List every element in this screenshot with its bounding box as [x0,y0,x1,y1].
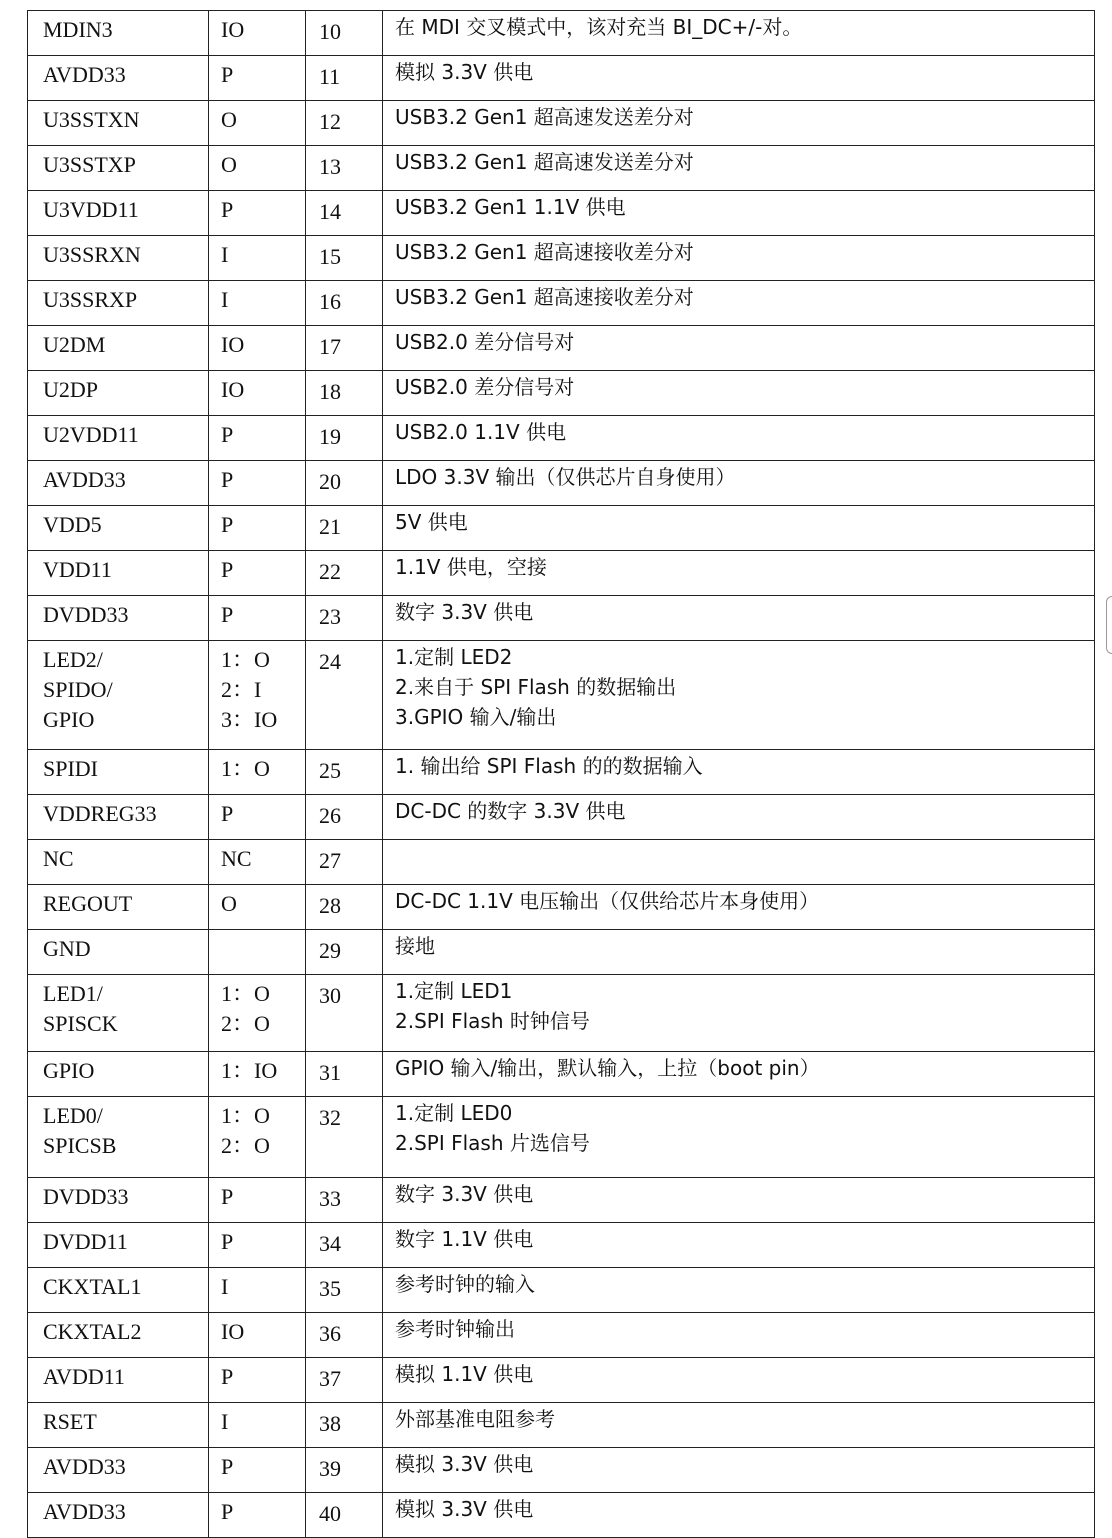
pin-type-cell [209,281,306,326]
pin-description-cell-line: USB3.2 Gen1 超高速发送差分对 [395,150,694,174]
pin-number-cell-value: 16 [319,289,341,314]
pin-number-cell-value: 25 [319,758,341,783]
pin-name-cell-line: AVDD33 [43,62,126,87]
pin-number-cell-value: 31 [319,1060,341,1085]
pin-description-cell [383,146,1095,191]
pin-number-cell [306,11,383,56]
pin-type-cell-line: 1：IO [221,1058,278,1083]
pin-description-cell-line: 接地 [395,934,435,958]
pin-name-cell-line: U2VDD11 [43,422,139,447]
pin-type-cell-line: P [221,1364,234,1389]
pin-description-cell [383,56,1095,101]
pin-description-cell-line: 1.定制 LED2 [395,645,513,669]
pin-name-cell-line: DVDD11 [43,1229,128,1254]
pin-type-cell-line: IO [221,17,245,42]
pin-name-cell-line: GND [43,936,91,961]
table-row [28,461,1095,506]
pin-number-cell [306,146,383,191]
pin-description-cell-line: USB2.0 差分信号对 [395,375,575,399]
pin-number-cell [306,1178,383,1223]
table-row [28,146,1095,191]
pin-number-cell-value: 11 [319,64,341,89]
pin-description-cell [383,975,1095,1052]
pin-description-cell [383,1223,1095,1268]
pin-number-cell-value: 30 [319,983,341,1008]
pin-description-cell-line: USB3.2 Gen1 1.1V 供电 [395,195,626,219]
pin-name-cell-line: U3VDD11 [43,197,139,222]
pin-type-cell [209,795,306,840]
pin-number-cell [306,1493,383,1538]
pin-description-cell [383,641,1095,750]
pin-name-cell-line: LED1/ [43,981,103,1006]
pin-name-cell-line: U3SSTXP [43,152,136,177]
pin-name-cell-line: VDD11 [43,557,112,582]
pin-name-cell [28,506,209,551]
pin-number-cell [306,56,383,101]
pin-type-cell-line: I [221,287,229,312]
pin-number-cell-value: 24 [319,649,341,674]
pin-name-cell [28,1358,209,1403]
pin-name-cell [28,641,209,750]
pin-description-cell [383,1313,1095,1358]
pin-type-cell-line: P [221,197,234,222]
pin-number-cell [306,551,383,596]
pin-number-cell-value: 29 [319,938,341,963]
table-row [28,281,1095,326]
pin-description-cell-line: USB3.2 Gen1 超高速发送差分对 [395,105,694,129]
pin-type-cell-line: O [221,107,237,132]
table-row [28,1313,1095,1358]
pin-number-cell [306,371,383,416]
pin-name-cell-line: SPISCK [43,1011,118,1036]
pin-number-cell-value: 40 [319,1501,341,1526]
pin-type-cell [209,1223,306,1268]
pin-type-cell [209,641,306,750]
pin-name-cell-line: CKXTAL2 [43,1319,142,1344]
pin-type-cell [209,1178,306,1223]
pin-name-cell [28,1178,209,1223]
pin-number-cell-value: 20 [319,469,341,494]
pin-number-cell [306,641,383,750]
pin-type-cell-line: P [221,557,234,582]
pin-name-cell [28,551,209,596]
pin-name-cell [28,416,209,461]
pin-description-cell-line: 模拟 1.1V 供电 [395,1362,534,1386]
pin-name-cell [28,146,209,191]
pin-description-cell-line: 2.SPI Flash 时钟信号 [395,1009,590,1033]
pin-type-cell [209,596,306,641]
pin-type-cell [209,461,306,506]
table-row [28,750,1095,795]
pin-description-cell-line: 2.SPI Flash 片选信号 [395,1131,590,1155]
pin-description-cell-line: 3.GPIO 输入/输出 [395,705,557,729]
pin-type-cell [209,506,306,551]
table-row [28,596,1095,641]
pin-number-cell [306,885,383,930]
pin-description-cell [383,1448,1095,1493]
pin-description-cell [383,191,1095,236]
table-row [28,236,1095,281]
pin-type-cell-line: P [221,1184,234,1209]
pin-number-cell [306,101,383,146]
pin-type-cell [209,1268,306,1313]
pin-type-cell-line: P [221,62,234,87]
pin-number-cell-value: 15 [319,244,341,269]
table-row [28,641,1095,750]
pin-type-cell-line: 2：O [221,1011,270,1036]
pin-name-cell [28,461,209,506]
pin-name-cell-line: AVDD11 [43,1364,125,1389]
pin-name-cell [28,750,209,795]
pin-name-cell-line: NC [43,846,74,871]
pin-description-cell [383,506,1095,551]
pin-number-cell-value: 27 [319,848,341,873]
pin-number-cell-value: 14 [319,199,341,224]
pin-description-cell [383,1493,1095,1538]
pin-type-cell-line: 1：O [221,981,270,1006]
pin-description-cell [383,885,1095,930]
pin-number-cell-value: 13 [319,154,341,179]
pin-name-cell-line: GPIO [43,707,95,732]
pin-name-cell-line: AVDD33 [43,467,126,492]
pin-description-cell-line: 5V 供电 [395,510,468,534]
pin-number-cell-value: 37 [319,1366,341,1391]
pin-name-cell [28,371,209,416]
pin-number-cell-value: 17 [319,334,341,359]
pin-name-cell-line: RSET [43,1409,97,1434]
pin-number-cell [306,1448,383,1493]
table-row [28,416,1095,461]
pin-type-cell [209,146,306,191]
pin-name-cell [28,885,209,930]
pin-type-cell-line: P [221,1499,234,1524]
table-row [28,11,1095,56]
pin-number-cell-value: 21 [319,514,341,539]
pin-description-cell-line: 参考时钟的输入 [395,1272,535,1296]
pin-name-cell [28,281,209,326]
pin-name-cell-line: SPIDO/ [43,677,113,702]
pin-description-cell-line: 外部基准电阻参考 [395,1407,555,1431]
pin-description-cell [383,281,1095,326]
pin-type-cell [209,1097,306,1178]
table-row [28,795,1095,840]
pin-number-cell [306,461,383,506]
table-row [28,1223,1095,1268]
pin-type-cell-line: P [221,422,234,447]
pin-description-cell-line: USB3.2 Gen1 超高速接收差分对 [395,285,694,309]
pin-type-cell-line: I [221,242,229,267]
pin-number-cell [306,795,383,840]
pin-name-cell-line: LED0/ [43,1103,103,1128]
pin-name-cell [28,11,209,56]
pin-description-cell-line: 1.1V 供电，空接 [395,555,547,579]
pin-description-cell [383,236,1095,281]
pin-number-cell-value: 34 [319,1231,341,1256]
pin-name-cell [28,1403,209,1448]
pin-number-cell [306,416,383,461]
pin-number-cell-value: 23 [319,604,341,629]
pin-name-cell-line: REGOUT [43,891,133,916]
pin-type-cell-line: NC [221,846,252,871]
pin-description-cell-line: 2.来自于 SPI Flash 的数据输出 [395,675,677,699]
pin-type-cell [209,1052,306,1097]
table-row [28,191,1095,236]
table-row [28,101,1095,146]
pin-type-cell-line: 1：O [221,756,270,781]
pin-type-cell [209,840,306,885]
pin-description-cell [383,371,1095,416]
pin-description-cell [383,750,1095,795]
pin-type-cell [209,101,306,146]
pin-number-cell [306,1358,383,1403]
pin-description-cell-line: 模拟 3.3V 供电 [395,60,534,84]
pin-type-cell-line: P [221,602,234,627]
pin-number-cell [306,840,383,885]
pin-description-cell [383,1097,1095,1178]
pin-description-cell-line: 模拟 3.3V 供电 [395,1452,534,1476]
pin-type-cell-line: I [221,1409,229,1434]
pin-type-cell-line: 1：O [221,647,270,672]
pin-number-cell [306,750,383,795]
pin-table [27,10,1095,1538]
pin-number-cell [306,236,383,281]
pin-number-cell-value: 12 [319,109,341,134]
pin-number-cell [306,506,383,551]
pin-type-cell-line: O [221,891,237,916]
pin-type-cell-line: I [221,1274,229,1299]
table-row [28,551,1095,596]
pin-description-cell-line: GPIO 输入/输出，默认输入，上拉（boot pin） [395,1056,820,1080]
table-row [28,1493,1095,1538]
pin-description-cell [383,11,1095,56]
table-row [28,371,1095,416]
pin-number-cell [306,596,383,641]
pin-name-cell [28,101,209,146]
pin-number-cell-value: 10 [319,19,341,44]
pin-description-cell [383,1358,1095,1403]
table-row [28,885,1095,930]
pin-type-cell-line: 1：O [221,1103,270,1128]
pin-name-cell [28,596,209,641]
pin-description-cell [383,840,1095,885]
pin-name-cell-line: AVDD33 [43,1454,126,1479]
pin-name-cell [28,840,209,885]
pin-number-cell-value: 19 [319,424,341,449]
pin-type-cell-line: P [221,801,234,826]
pin-description-cell-line: 数字 3.3V 供电 [395,1182,534,1206]
table-row [28,1052,1095,1097]
pin-type-cell [209,416,306,461]
pin-number-cell-value: 26 [319,803,341,828]
pin-number-cell-value: 33 [319,1186,341,1211]
pin-description-cell-line: 数字 3.3V 供电 [395,600,534,624]
pin-name-cell-line: GPIO [43,1058,95,1083]
pin-type-cell-line: O [221,152,237,177]
pin-type-cell-line: 3：IO [221,707,278,732]
pin-type-cell [209,326,306,371]
table-row [28,1358,1095,1403]
pin-name-cell-line: U3SSTXN [43,107,140,132]
pin-description-cell-line: 1.定制 LED0 [395,1101,513,1125]
pin-type-cell [209,1313,306,1358]
pin-description-cell [383,416,1095,461]
pin-type-cell [209,975,306,1052]
pin-type-cell [209,1358,306,1403]
pin-number-cell [306,191,383,236]
pin-name-cell [28,191,209,236]
pin-number-cell-value: 28 [319,893,341,918]
pin-description-cell [383,596,1095,641]
pin-type-cell-line: P [221,1229,234,1254]
pin-number-cell [306,326,383,371]
pin-description-cell [383,551,1095,596]
pin-description-cell [383,795,1095,840]
pin-description-cell-line: 参考时钟输出 [395,1317,515,1341]
pin-name-cell-line: VDD5 [43,512,102,537]
pin-number-cell [306,1052,383,1097]
pin-number-cell [306,975,383,1052]
table-row [28,1178,1095,1223]
pin-name-cell [28,1448,209,1493]
pin-description-cell-line: DC-DC 的数字 3.3V 供电 [395,799,626,823]
pin-number-cell [306,1268,383,1313]
pin-number-cell-value: 39 [319,1456,341,1481]
pin-type-cell [209,930,306,975]
pin-name-cell [28,1052,209,1097]
pin-type-cell-line: P [221,512,234,537]
pin-description-cell [383,1052,1095,1097]
pin-name-cell-line: SPICSB [43,1133,117,1158]
pin-number-cell [306,930,383,975]
pin-description-cell-line: 在 MDI 交叉模式中，该对充当 BI_DC+/-对。 [395,15,803,39]
pin-type-cell-line: 2：I [221,677,262,702]
pin-name-cell [28,236,209,281]
pin-type-cell [209,56,306,101]
table-row [28,1403,1095,1448]
scroll-handle[interactable] [1106,596,1112,654]
pin-description-cell-line: DC-DC 1.1V 电压输出（仅供给芯片本身使用） [395,889,820,913]
pin-type-cell [209,750,306,795]
pin-description-cell [383,1268,1095,1313]
pin-name-cell-line: VDDREG33 [43,801,157,826]
pin-name-cell-line: U3SSRXN [43,242,141,267]
pin-name-cell-line: DVDD33 [43,1184,129,1209]
pin-type-cell [209,885,306,930]
pin-name-cell-line: SPIDI [43,756,99,781]
pin-description-cell [383,101,1095,146]
pin-name-cell-line: U2DP [43,377,99,402]
pin-type-cell-line: P [221,467,234,492]
pin-name-cell-line: AVDD33 [43,1499,126,1524]
pin-description-cell-line: USB3.2 Gen1 超高速接收差分对 [395,240,694,264]
pin-type-cell [209,1403,306,1448]
pin-description-cell [383,461,1095,506]
pin-description-cell [383,930,1095,975]
pin-description-cell-line: 模拟 3.3V 供电 [395,1497,534,1521]
pin-name-cell [28,56,209,101]
pin-number-cell [306,281,383,326]
pin-type-cell [209,371,306,416]
pin-number-cell-value: 36 [319,1321,341,1346]
pin-type-cell [209,236,306,281]
pin-number-cell-value: 22 [319,559,341,584]
table-row [28,1268,1095,1313]
pin-description-cell-line: 数字 1.1V 供电 [395,1227,534,1251]
pin-name-cell-line: DVDD33 [43,602,129,627]
table-row [28,840,1095,885]
pin-description-cell [383,326,1095,371]
pin-description-cell-line: USB2.0 1.1V 供电 [395,420,567,444]
pin-type-cell-line: 2：O [221,1133,270,1158]
pin-number-cell-value: 38 [319,1411,341,1436]
pin-description-cell-line: LDO 3.3V 输出（仅供芯片自身使用） [395,465,736,489]
pin-type-cell [209,11,306,56]
pin-type-cell-line: IO [221,1319,245,1344]
pin-type-cell-line: P [221,1454,234,1479]
pin-number-cell [306,1223,383,1268]
table-row [28,1448,1095,1493]
pin-number-cell [306,1097,383,1178]
pin-name-cell [28,1097,209,1178]
pin-name-cell [28,1493,209,1538]
pin-number-cell-value: 32 [319,1105,341,1130]
pin-name-cell-line: LED2/ [43,647,103,672]
pin-description-cell-line: 1.定制 LED1 [395,979,513,1003]
pin-name-cell [28,1223,209,1268]
pin-description-cell [383,1178,1095,1223]
table-row [28,56,1095,101]
pin-number-cell-value: 18 [319,379,341,404]
pin-name-cell [28,326,209,371]
pin-description-cell-line: USB2.0 差分信号对 [395,330,575,354]
pin-description-cell-line: 1. 输出给 SPI Flash 的的数据输入 [395,754,703,778]
pin-name-cell [28,1313,209,1358]
pin-type-cell [209,551,306,596]
pin-name-cell [28,930,209,975]
table-row [28,326,1095,371]
pin-name-cell-line: U3SSRXP [43,287,138,312]
pin-number-cell-value: 35 [319,1276,341,1301]
pin-name-cell-line: U2DM [43,332,106,357]
pin-table-body [28,11,1095,1538]
pin-type-cell-line: IO [221,377,245,402]
pin-type-cell [209,1493,306,1538]
pin-type-cell-line: IO [221,332,245,357]
pin-number-cell [306,1403,383,1448]
pin-name-cell [28,1268,209,1313]
pin-description-cell [383,1403,1095,1448]
pin-type-cell [209,1448,306,1493]
table-row [28,930,1095,975]
pin-name-cell [28,795,209,840]
pin-type-cell [209,191,306,236]
table-row [28,975,1095,1052]
table-row [28,506,1095,551]
pin-number-cell [306,1313,383,1358]
pin-name-cell-line: MDIN3 [43,17,113,42]
pin-name-cell [28,975,209,1052]
table-row [28,1097,1095,1178]
pin-name-cell-line: CKXTAL1 [43,1274,142,1299]
